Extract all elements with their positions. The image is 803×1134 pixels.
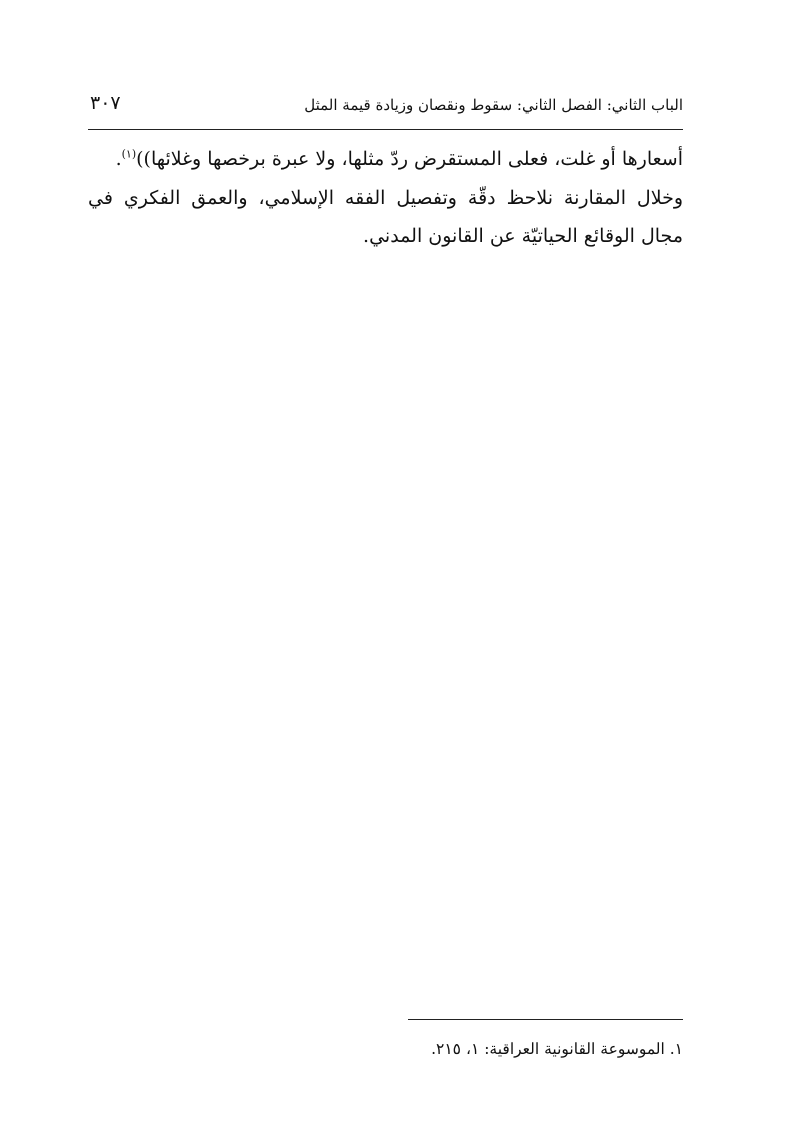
running-header-title: الباب الثاني: الفصل الثاني: سقوط ونقصان وزيادة قيمة المثل [304,96,683,114]
footnote-reference-marker[interactable]: (١) [121,147,137,161]
paragraph-1-end: . [115,148,122,170]
footnote-divider [408,1019,683,1020]
page-header [88,90,683,128]
paragraph-1 [88,140,683,179]
paragraph-1-text: أسعارها أو غلت، فعلى المستقرض ردّ مثلها، ولا عبرة برخصها وغلائها)) [136,148,683,170]
page-number: ٣٠٧ [90,92,121,114]
paragraph-2: وخلال المقارنة نلاحظ دقّة وتفصيل الفقه الإسلامي، والعمق الفكري في مجال الوقائع الحياتيّة عن القانون المدني. [88,186,683,247]
main-text [88,140,683,256]
footnote-text: ١. الموسوعة القانونية العراقية: ١، ٢١٥. [431,1040,683,1058]
header-divider [88,129,683,130]
